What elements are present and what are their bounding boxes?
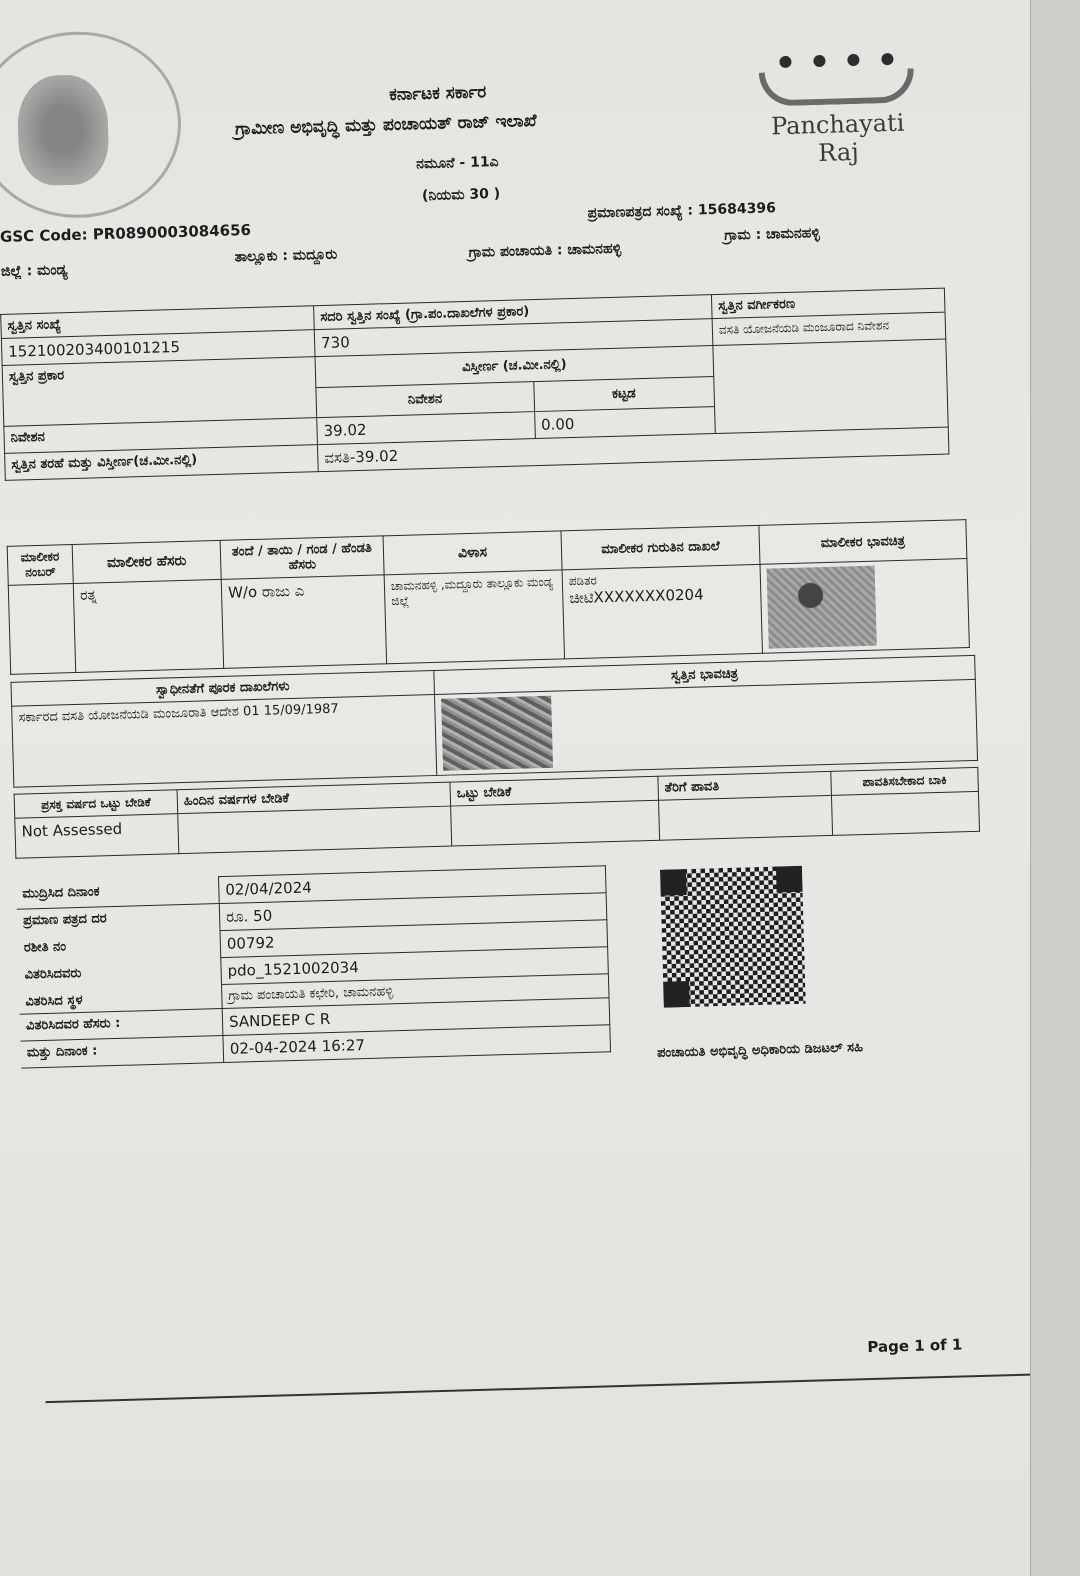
- address-header: ವಿಳಾಸ: [383, 531, 562, 575]
- rule-number: (ನಿಯಮ 30 ): [421, 185, 501, 205]
- government-title: ಕರ್ನಾಟಕ ಸರ್ಕಾರ: [388, 82, 487, 106]
- owner-name-header: ಮಾಲೀಕರ ಹೆಸರು: [72, 540, 221, 583]
- issued-by-label: ವಿತರಿಸಿದವರು: [24, 965, 82, 983]
- property-photo: [441, 696, 553, 771]
- taluk: ತಾಲ್ಲೂಕು : ಮದ್ದೂರು: [234, 246, 338, 266]
- issue-date-value: 02-04-2024 16:27: [223, 1025, 611, 1063]
- footer-rule: [46, 1373, 1030, 1403]
- previous-demand-value: [178, 806, 452, 854]
- issued-by-value: pdo_1521002034: [221, 947, 609, 985]
- qr-code: [656, 862, 810, 1012]
- panchayati-raj-logo: [748, 50, 926, 168]
- department-title: ಗ್ರಾಮೀಣ ಅಭಿವೃದ್ಧಿ ಮತ್ತು ಪಂಚಾಯತ್ ರಾಜ್ ಇಲಾಖೆ: [234, 110, 537, 140]
- digital-signature-label: ಪಂಚಾಯತಿ ಅಭಿವೃದ್ಧಿ ಅಧಿಕಾರಿಯ ಡಿಜಟಲ್ ಸಹಿ: [656, 1040, 864, 1061]
- fee-label: ಪ್ರಮಾಣ ಪತ್ರದ ದರ: [22, 911, 107, 929]
- tax-paid-value: [659, 795, 833, 840]
- print-date-value: 02/04/2024: [218, 866, 606, 904]
- current-demand-header: ಪ್ರಸಕ್ತ ವರ್ಷದ ಒಟ್ಟು ಬೇಡಿಕೆ: [14, 790, 178, 819]
- tax-paid-header: ತೆರಿಗೆ ಪಾವತಿ: [658, 771, 832, 800]
- classification-label: ಸ್ವತ್ತಿನ ವರ್ಗೀಕರಣ: [711, 288, 945, 318]
- supporting-docs-header: ಸ್ವಾಧೀನತೆಗೆ ಪೂರಕ ದಾಖಲೆಗಳು: [11, 670, 435, 706]
- gram-panchayat: ಗ್ರಾಮ ಪಂಚಾಯತಿ : ಚಾಮನಹಳ್ಳಿ: [468, 240, 622, 261]
- print-date-label: ಮುದ್ರಿಸಿದ ದಿನಾಂಕ: [16, 877, 219, 910]
- issue-details-table: [16, 865, 611, 1068]
- owner-photo-cell: [760, 559, 969, 654]
- owner-id-type: ಪಡಿತರ: [568, 573, 598, 589]
- form-number: ನಮೂನೆ - 11ಎ: [415, 153, 499, 173]
- village: ಗ್ರಾಮ : ಚಾಮನಹಳ್ಳಿ: [724, 225, 821, 244]
- adjacent-page-edge: [1030, 0, 1080, 1576]
- property-details-table: [0, 288, 949, 481]
- issue-date-label: ಮತ್ತು ದಿನಾಂಕ :: [21, 1036, 224, 1069]
- total-demand-value: [451, 800, 660, 846]
- property-no-value: 152100203400101215: [1, 330, 315, 366]
- nature-label: ಸ್ವತ್ತಿನ ತರಹೆ ಮತ್ತು ವಿಸ್ತೀರ್ಣ(ಚ.ಮೀ.ನಲ್ಲಿ): [5, 445, 319, 481]
- owner-address: ಚಾಮನಹಳ್ಳಿ ,ಮದ್ದೂರು ತಾಲ್ಲೂಕು ಮಂಡ್ಯ ಜಿಲ್ಲೆ: [384, 570, 564, 664]
- gp-no-value: 730: [314, 319, 713, 357]
- total-demand-header: ಒಟ್ಟು ಬೇಡಿಕೆ: [450, 776, 659, 806]
- district: ಜಿಲ್ಲೆ : ಮಂಡ್ಯ: [0, 262, 68, 280]
- property-photo-cell: [434, 679, 977, 775]
- owner-no: [8, 584, 75, 675]
- building-label: ಕಟ್ಟಡ: [533, 376, 714, 412]
- owner-name: ರತ್ನ: [73, 579, 223, 672]
- receipt-label: ರಶೀತಿ ನಂ: [23, 938, 67, 956]
- id-proof-header: ಮಾಲೀಕರ ಗುರುತಿನ ದಾಖಲೆ: [561, 525, 760, 570]
- current-demand-value: Not Assessed: [15, 814, 179, 859]
- gsc-code: GSC Code: PR0890003084656: [0, 220, 252, 246]
- site-area-value: 39.02: [317, 412, 535, 445]
- property-no-label: ಸ್ವತ್ತಿನ ಸಂಖ್ಯೆ: [1, 306, 315, 339]
- owner-relation: W/o ರಾಜು ಎ: [221, 575, 386, 669]
- documents-table: [10, 655, 978, 788]
- balance-due-header: ಪಾವತಿಸಬೇಕಾದ ಬಾಕಿ: [831, 767, 979, 795]
- owner-no-header: ಮಾಲೀಕರ ನಂಬರ್: [7, 545, 73, 586]
- previous-demand-header: ಹಿಂದಿನ ವರ್ಷಗಳ ಬೇಡಿಕೆ: [177, 782, 451, 814]
- issuer-name-value: SANDEEP C R: [222, 998, 610, 1036]
- site-label: ನಿವೇಶನ: [316, 381, 534, 418]
- nature-value: ವಸತಿ-39.02: [317, 427, 949, 472]
- supporting-doc-text: ಸರ್ಕಾರದ ವಸತಿ ಯೋಜನೆಯಡಿ ಮಂಜೂರಾತಿ ಆದೇಶ 01 15/09/1987: [18, 701, 339, 726]
- logo-text: Panchayati Raj: [770, 108, 905, 168]
- issuer-name-label: ವಿತರಿಸಿದವರ ಹೆಸರು :: [20, 1009, 223, 1042]
- relation-header: ತಂದೆ / ತಾಯಿ / ಗಂಡ / ಹೆಂಡತಿ ಹೆಸರು: [220, 536, 384, 580]
- owner-id-value: ಚೀಟಿXXXXXXX0204: [569, 585, 704, 608]
- property-type-value: ನಿವೇಶನ: [4, 418, 318, 454]
- classification-value: ವಸತಿ ಯೋಜನೆಯಡಿ ಮಂಜೂರಾದ ನಿವೇಶನ: [712, 312, 946, 345]
- property-photo-header: ಸ್ವತ್ತಿನ ಭಾವಚಿತ್ರ: [434, 655, 975, 694]
- owner-id: [562, 564, 762, 658]
- fee-value: ರೂ. 50: [219, 893, 607, 931]
- owner-photo-header: ಮಾಲೀಕರ ಭಾವಚಿತ್ರ: [759, 520, 967, 565]
- property-type-label: ಸ್ವತ್ತಿನ ಪ್ರಕಾರ: [2, 357, 317, 427]
- gp-no-label: ಸದರಿ ಸ್ವತ್ತಿನ ಸಂಖ್ಯೆ (ಗ್ರಾ.ಪಂ.ದಾಖಲೆಗಳ ಪ್ರಕಾರ): [314, 295, 713, 330]
- building-area-value: 0.00: [534, 407, 715, 439]
- owners-table: [7, 519, 970, 675]
- owner-photo: [767, 566, 877, 649]
- certificate-number: ಪ್ರಮಾಣಪತ್ರದ ಸಂಖ್ಯೆ : 15684396: [587, 200, 777, 222]
- karnataka-emblem-seal: [0, 29, 183, 221]
- receipt-value: 00792: [220, 920, 608, 958]
- page-number: Page 1 of 1: [867, 1335, 963, 1357]
- issue-place-label: ವಿತರಿಸಿದ ಸ್ಥಳ: [25, 992, 83, 1010]
- balance-due-value: [831, 791, 979, 835]
- supporting-docs-value: [12, 694, 437, 787]
- issue-place-value: ಗ್ರಾಮ ಪಂಚಾಯತಿ ಕಛೇರಿ, ಚಾಮನಹಳ್ಳಿ: [222, 974, 610, 1009]
- area-label: ವಿಸ್ತೀರ್ಣ (ಚ.ಮೀ.ನಲ್ಲಿ): [315, 346, 714, 388]
